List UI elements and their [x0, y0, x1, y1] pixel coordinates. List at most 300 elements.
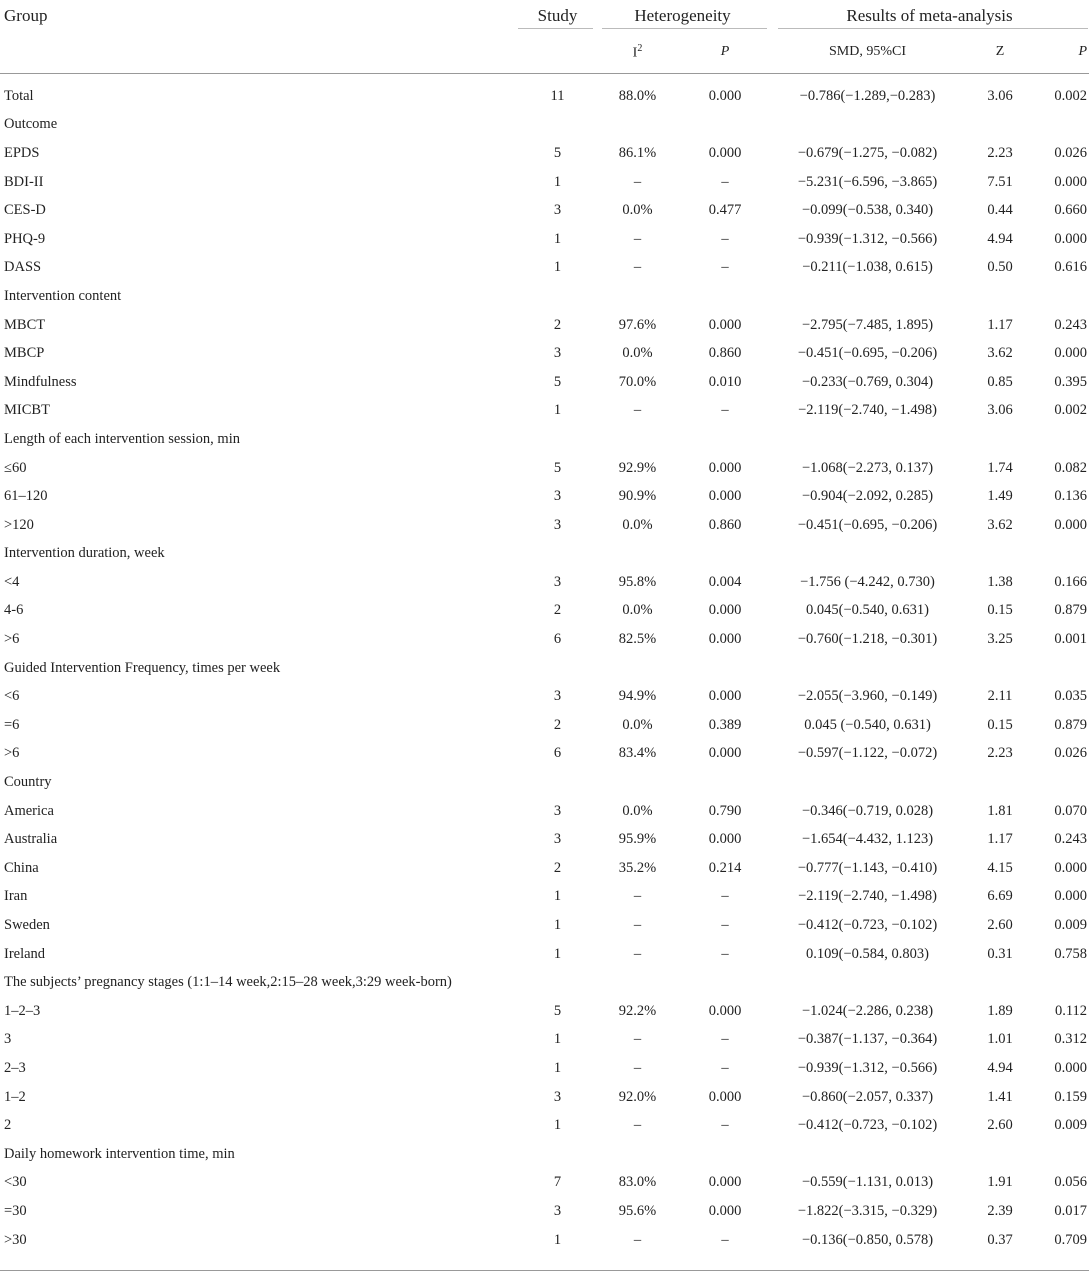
- cell-z: 1.17: [987, 316, 1013, 333]
- cell-p: [680, 282, 770, 311]
- table-row: [0, 940, 1089, 969]
- cell-group: MICBT: [4, 402, 50, 419]
- cell-p2: 0.616: [1054, 259, 1088, 276]
- cell-p2: 0.243: [1054, 316, 1088, 333]
- cell-z: [965, 1140, 1035, 1169]
- cell-study: 5: [553, 373, 562, 390]
- cell-i2: 0.0%: [622, 602, 653, 619]
- cell-group: China: [4, 859, 39, 876]
- cell-study: 1: [553, 230, 562, 247]
- cell-group: 1–2–3: [4, 1002, 41, 1019]
- cell-i2: [595, 1140, 680, 1169]
- cell-p2: 0.000: [1054, 1059, 1088, 1076]
- cell-z: 2.23: [987, 144, 1013, 161]
- cell-z: 0.37: [987, 1231, 1013, 1248]
- cell-study: 3: [553, 688, 562, 705]
- cell-p: [680, 654, 770, 683]
- cell-group: ≤60: [4, 459, 27, 476]
- table-row: [0, 254, 1089, 283]
- cell-p: [680, 1140, 770, 1169]
- cell-group: CES-D: [4, 202, 46, 219]
- cell-i2: 95.9%: [618, 831, 657, 848]
- cell-p2: 0.312: [1054, 1031, 1088, 1048]
- cell-smd: 0.109(−0.584, 0.803): [806, 945, 929, 962]
- cell-smd: −0.412(−0.723, −0.102): [797, 1117, 938, 1134]
- cell-smd: −1.068(−2.273, 0.137): [801, 459, 934, 476]
- section-header-row: [0, 968, 1089, 997]
- cell-z: 1.17: [987, 831, 1013, 848]
- cell-study: 3: [553, 573, 562, 590]
- cell-z: [965, 540, 1035, 569]
- cell-i2: [595, 540, 680, 569]
- cell-p2: [1035, 282, 1089, 311]
- cell-study: [520, 1140, 595, 1169]
- cell-p2: 0.070: [1054, 802, 1088, 819]
- section-header-row: [0, 654, 1089, 683]
- header-results: [770, 0, 1089, 31]
- table-row: [0, 997, 1089, 1026]
- cell-study: 1: [553, 1059, 562, 1076]
- cell-smd: −1.756 (−4.242, 0.730): [800, 573, 935, 590]
- cell-p2: 0.002: [1054, 87, 1088, 104]
- cell-p: 0.000: [708, 1202, 742, 1219]
- cell-p2: 0.660: [1054, 202, 1088, 219]
- cell-z: [965, 768, 1035, 797]
- cell-z: 3.06: [987, 87, 1013, 104]
- cell-smd: [770, 425, 965, 454]
- cell-smd: [770, 968, 965, 997]
- cell-study: [520, 111, 595, 140]
- cell-p: [680, 425, 770, 454]
- cell-study: 1: [553, 173, 562, 190]
- cell-i2: 0.0%: [622, 802, 653, 819]
- header-i2: [595, 31, 680, 74]
- table-row: [0, 397, 1089, 426]
- cell-smd: −0.786(−1.289,−0.283): [799, 87, 936, 104]
- cell-i2: 0.0%: [622, 516, 653, 533]
- cell-z: 4.15: [987, 859, 1013, 876]
- cell-i2: [595, 282, 680, 311]
- cell-study: [520, 654, 595, 683]
- cell-i2: 92.9%: [618, 459, 657, 476]
- cell-study: 3: [553, 488, 562, 505]
- cell-group: Australia: [4, 831, 58, 848]
- table-row: [0, 454, 1089, 483]
- cell-study: [520, 425, 595, 454]
- cell-group: Intervention duration, week: [4, 545, 165, 562]
- cell-group: EPDS: [4, 144, 40, 161]
- cell-study: 2: [553, 859, 562, 876]
- cell-i2: [595, 768, 680, 797]
- header-smd: SMD, 95%CI: [829, 44, 907, 59]
- cell-smd: −0.777(−1.143, −0.410): [797, 859, 938, 876]
- cell-group: >30: [4, 1231, 27, 1248]
- cell-study: 2: [553, 316, 562, 333]
- cell-z: 2.23: [987, 745, 1013, 762]
- cell-i2: –: [633, 230, 642, 247]
- cell-smd: −0.233(−0.769, 0.304): [801, 373, 934, 390]
- cell-group: Iran: [4, 888, 28, 905]
- cell-i2: 90.9%: [618, 488, 657, 505]
- cell-p: 0.000: [708, 488, 742, 505]
- section-header-row: [0, 1140, 1089, 1169]
- cell-p: 0.477: [708, 202, 742, 219]
- cell-i2: 92.2%: [618, 1002, 657, 1019]
- cell-p2: 0.000: [1054, 888, 1088, 905]
- header-group: Group: [4, 5, 48, 25]
- cell-smd: −0.451(−0.695, −0.206): [797, 516, 938, 533]
- cell-smd: −0.597(−1.122, −0.072): [797, 745, 938, 762]
- cell-i2: –: [633, 1059, 642, 1076]
- cell-p: 0.389: [708, 716, 742, 733]
- cell-i2: 92.0%: [618, 1088, 657, 1105]
- table-row: [0, 82, 1089, 111]
- cell-i2: [595, 425, 680, 454]
- cell-i2: 35.2%: [618, 859, 657, 876]
- cell-p2: 0.001: [1054, 631, 1088, 648]
- cell-i2: 0.0%: [622, 202, 653, 219]
- cell-group: Ireland: [4, 945, 46, 962]
- table-row: [0, 1026, 1089, 1055]
- cell-group: PHQ-9: [4, 230, 46, 247]
- cell-p: 0.214: [708, 859, 742, 876]
- cell-p: 0.000: [708, 688, 742, 705]
- cell-z: 7.51: [987, 173, 1013, 190]
- cell-group: Intervention content: [4, 287, 122, 304]
- cell-group: 2: [4, 1117, 12, 1134]
- cell-study: 3: [553, 831, 562, 848]
- cell-smd: −0.451(−0.695, −0.206): [797, 345, 938, 362]
- cell-p: [680, 968, 770, 997]
- cell-p2: 0.000: [1054, 173, 1088, 190]
- cell-group: MBCP: [4, 345, 45, 362]
- cell-i2: 70.0%: [618, 373, 657, 390]
- cell-group: =30: [4, 1202, 27, 1219]
- cell-z: 3.62: [987, 345, 1013, 362]
- cell-p2: [1035, 654, 1089, 683]
- header-heterogeneity: [595, 0, 770, 31]
- cell-p2: 0.082: [1054, 459, 1088, 476]
- header-blank: [0, 31, 520, 74]
- cell-p: 0.000: [708, 1002, 742, 1019]
- cell-p: –: [721, 173, 729, 190]
- table-row: [0, 168, 1089, 197]
- cell-z: [965, 425, 1035, 454]
- cell-group: <6: [4, 688, 20, 705]
- cell-group: <4: [4, 573, 20, 590]
- cell-group: 2–3: [4, 1059, 26, 1076]
- section-header-row: [0, 540, 1089, 569]
- cell-study: 2: [553, 716, 562, 733]
- cell-i2: 82.5%: [618, 631, 657, 648]
- header-heterogeneity-label: Heterogeneity: [634, 5, 731, 25]
- cell-z: [965, 968, 1035, 997]
- table-row: [0, 368, 1089, 397]
- cell-group: >6: [4, 745, 20, 762]
- table-row: [0, 911, 1089, 940]
- cell-smd: −2.119(−2.740, −1.498): [798, 402, 937, 419]
- table-row: [0, 625, 1089, 654]
- cell-i2: –: [633, 888, 642, 905]
- cell-p: [680, 540, 770, 569]
- table-row: [0, 311, 1089, 340]
- cell-study: [520, 768, 595, 797]
- cell-study: 1: [553, 1117, 562, 1134]
- cell-p: 0.000: [708, 316, 742, 333]
- cell-smd: [770, 111, 965, 140]
- cell-p: 0.000: [708, 745, 742, 762]
- cell-z: 3.25: [987, 631, 1013, 648]
- cell-smd: −1.654(−4.432, 1.123): [801, 831, 934, 848]
- table-row: [0, 825, 1089, 854]
- table-row: [0, 797, 1089, 826]
- cell-p: 0.010: [708, 373, 742, 390]
- table-row: [0, 682, 1089, 711]
- cell-z: 6.69: [987, 888, 1013, 905]
- cell-z: 1.91: [987, 1174, 1013, 1191]
- cell-study: [520, 968, 595, 997]
- cell-group: America: [4, 802, 54, 819]
- cell-smd: [770, 768, 965, 797]
- cell-z: 2.11: [987, 688, 1013, 705]
- table-row: [0, 339, 1089, 368]
- section-header-row: [0, 111, 1089, 140]
- header-underline-results: [778, 28, 1088, 29]
- cell-i2: –: [633, 917, 642, 934]
- cell-group: The subjects’ pregnancy stages (1:1–14 week,2:15–28 week,3:29 week-born): [4, 974, 452, 991]
- cell-p2: 0.000: [1054, 230, 1088, 247]
- cell-p: 0.000: [708, 459, 742, 476]
- header-z: Z: [995, 44, 1005, 59]
- cell-z: 1.49: [987, 488, 1013, 505]
- cell-p2: 0.026: [1054, 745, 1088, 762]
- cell-z: 1.41: [987, 1088, 1013, 1105]
- cell-i2: [595, 111, 680, 140]
- cell-group: =6: [4, 716, 20, 733]
- cell-smd: −0.136(−0.850, 0.578): [801, 1231, 934, 1248]
- cell-z: [965, 282, 1035, 311]
- cell-group: 3: [4, 1031, 12, 1048]
- cell-p2: 0.159: [1054, 1088, 1088, 1105]
- cell-smd: 0.045 (−0.540, 0.631): [804, 716, 931, 733]
- cell-p: 0.000: [708, 87, 742, 104]
- header-row-1: [0, 0, 1089, 31]
- cell-group: Length of each intervention session, min: [4, 430, 240, 447]
- cell-i2: –: [633, 1117, 642, 1134]
- cell-group: 61–120: [4, 488, 48, 505]
- cell-z: 1.01: [987, 1031, 1013, 1048]
- table-row: [0, 854, 1089, 883]
- cell-p2: 0.000: [1054, 516, 1088, 533]
- cell-z: 4.94: [987, 230, 1013, 247]
- cell-smd: [770, 654, 965, 683]
- cell-study: [520, 540, 595, 569]
- cell-i2: 94.9%: [618, 688, 657, 705]
- cell-p: 0.790: [708, 802, 742, 819]
- cell-study: 1: [553, 1031, 562, 1048]
- table-row: [0, 511, 1089, 540]
- cell-study: 3: [553, 802, 562, 819]
- cell-smd: [770, 540, 965, 569]
- header-study: Study: [537, 5, 578, 25]
- cell-z: 1.89: [987, 1002, 1013, 1019]
- cell-p: –: [721, 888, 729, 905]
- cell-study: 1: [553, 402, 562, 419]
- cell-i2: –: [633, 173, 642, 190]
- cell-study: 5: [553, 1002, 562, 1019]
- cell-p: 0.860: [708, 516, 742, 533]
- cell-smd: −0.939(−1.312, −0.566): [797, 230, 938, 247]
- spacer-cell: [0, 74, 1089, 83]
- cell-p: 0.000: [708, 631, 742, 648]
- cell-p: 0.000: [708, 602, 742, 619]
- table-row: [0, 1083, 1089, 1112]
- table-row: [0, 597, 1089, 626]
- cell-smd: −0.346(−0.719, 0.028): [801, 802, 934, 819]
- cell-p2: 0.026: [1054, 144, 1088, 161]
- cell-p: 0.004: [708, 573, 742, 590]
- cell-smd: −0.904(−2.092, 0.285): [801, 488, 934, 505]
- cell-z: [965, 654, 1035, 683]
- section-header-row: [0, 768, 1089, 797]
- cell-p2: 0.879: [1054, 602, 1088, 619]
- table-row: [0, 1169, 1089, 1198]
- cell-study: 7: [553, 1174, 562, 1191]
- cell-z: 3.62: [987, 516, 1013, 533]
- cell-group: Country: [4, 774, 52, 791]
- cell-i2: [595, 654, 680, 683]
- cell-p2: 0.009: [1054, 1117, 1088, 1134]
- cell-study: 1: [553, 945, 562, 962]
- cell-smd: −0.939(−1.312, −0.566): [797, 1059, 938, 1076]
- cell-smd: [770, 1140, 965, 1169]
- cell-z: 0.15: [987, 716, 1013, 733]
- cell-p2: [1035, 540, 1089, 569]
- cell-study: 1: [553, 259, 562, 276]
- table-row: [0, 225, 1089, 254]
- cell-p2: 0.035: [1054, 688, 1088, 705]
- cell-group: Outcome: [4, 116, 58, 133]
- cell-p2: 0.017: [1054, 1202, 1088, 1219]
- cell-smd: −5.231(−6.596, −3.865): [797, 173, 938, 190]
- cell-p2: [1035, 111, 1089, 140]
- cell-smd: 0.045(−0.540, 0.631): [806, 602, 929, 619]
- cell-smd: −0.211(−1.038, 0.615): [802, 259, 933, 276]
- cell-smd: −0.679(−1.275, −0.082): [797, 144, 938, 161]
- cell-study: 11: [550, 87, 565, 104]
- cell-study: 3: [553, 202, 562, 219]
- header-i2-sup: 2: [637, 42, 643, 54]
- cell-p2: 0.009: [1054, 917, 1088, 934]
- cell-p2: [1035, 1140, 1089, 1169]
- cell-study: [520, 282, 595, 311]
- cell-smd: −0.412(−0.723, −0.102): [797, 917, 938, 934]
- cell-i2: –: [633, 259, 642, 276]
- cell-i2: 0.0%: [622, 716, 653, 733]
- cell-p2: 0.709: [1054, 1231, 1088, 1248]
- cell-p: –: [721, 1031, 729, 1048]
- cell-smd: −1.024(−2.286, 0.238): [801, 1002, 934, 1019]
- cell-z: 2.60: [987, 917, 1013, 934]
- table-row: [0, 1054, 1089, 1083]
- header-p: P: [720, 44, 730, 59]
- cell-i2: 97.6%: [618, 316, 657, 333]
- header-results-label: Results of meta-analysis: [846, 5, 1013, 25]
- cell-study: 2: [553, 602, 562, 619]
- cell-smd: −0.860(−2.057, 0.337): [801, 1088, 934, 1105]
- cell-p2: 0.112: [1054, 1002, 1088, 1019]
- cell-p2: [1035, 768, 1089, 797]
- cell-study: 3: [553, 516, 562, 533]
- cell-i2: 83.0%: [618, 1174, 657, 1191]
- cell-group: Mindfulness: [4, 373, 77, 390]
- cell-p2: [1035, 425, 1089, 454]
- cell-group: Daily homework intervention time, min: [4, 1145, 235, 1162]
- cell-p: 0.000: [708, 1174, 742, 1191]
- section-header-row: [0, 282, 1089, 311]
- cell-group: 4-6: [4, 602, 24, 619]
- cell-smd: [770, 282, 965, 311]
- cell-group: 1–2: [4, 1088, 26, 1105]
- cell-study: 3: [553, 1202, 562, 1219]
- cell-i2: 0.0%: [622, 345, 653, 362]
- cell-i2: –: [633, 1031, 642, 1048]
- cell-p: –: [721, 259, 729, 276]
- cell-p: 0.000: [708, 831, 742, 848]
- table-row: [0, 1197, 1089, 1226]
- cell-group: >120: [4, 516, 34, 533]
- header-i2-label: I: [632, 45, 638, 61]
- cell-z: 4.94: [987, 1059, 1013, 1076]
- section-header-row: [0, 425, 1089, 454]
- cell-group: BDI-II: [4, 173, 44, 190]
- cell-z: 2.60: [987, 1117, 1013, 1134]
- cell-study: 3: [553, 1088, 562, 1105]
- cell-p2: 0.000: [1054, 345, 1088, 362]
- cell-i2: 86.1%: [618, 144, 657, 161]
- cell-z: 3.06: [987, 402, 1013, 419]
- header-p2: P: [1078, 44, 1088, 59]
- cell-group: Guided Intervention Frequency, times per week: [4, 659, 281, 676]
- cell-group: >6: [4, 631, 20, 648]
- cell-p2: [1035, 968, 1089, 997]
- cell-p: 0.000: [708, 1088, 742, 1105]
- cell-study: 1: [553, 917, 562, 934]
- cell-i2: –: [633, 402, 642, 419]
- cell-p2: 0.758: [1054, 945, 1088, 962]
- cell-z: 1.81: [987, 802, 1013, 819]
- table-row: [0, 196, 1089, 225]
- cell-i2: 83.4%: [618, 745, 657, 762]
- cell-study: 1: [553, 1231, 562, 1248]
- cell-group: <30: [4, 1174, 27, 1191]
- table-row: [0, 139, 1089, 168]
- cell-p: –: [721, 917, 729, 934]
- cell-z: 0.50: [987, 259, 1013, 276]
- cell-smd: −0.099(−0.538, 0.340): [801, 202, 934, 219]
- cell-p: –: [721, 402, 729, 419]
- cell-p2: 0.879: [1054, 716, 1088, 733]
- header-underline-study: [518, 28, 593, 29]
- cell-smd: −1.822(−3.315, −0.329): [797, 1202, 938, 1219]
- table-row: [0, 711, 1089, 740]
- cell-z: [965, 111, 1035, 140]
- table-row: [0, 740, 1089, 769]
- cell-z: 1.74: [987, 459, 1013, 476]
- cell-smd: −2.055(−3.960, −0.149): [797, 688, 938, 705]
- cell-study: 3: [553, 345, 562, 362]
- table-row: [0, 1226, 1089, 1255]
